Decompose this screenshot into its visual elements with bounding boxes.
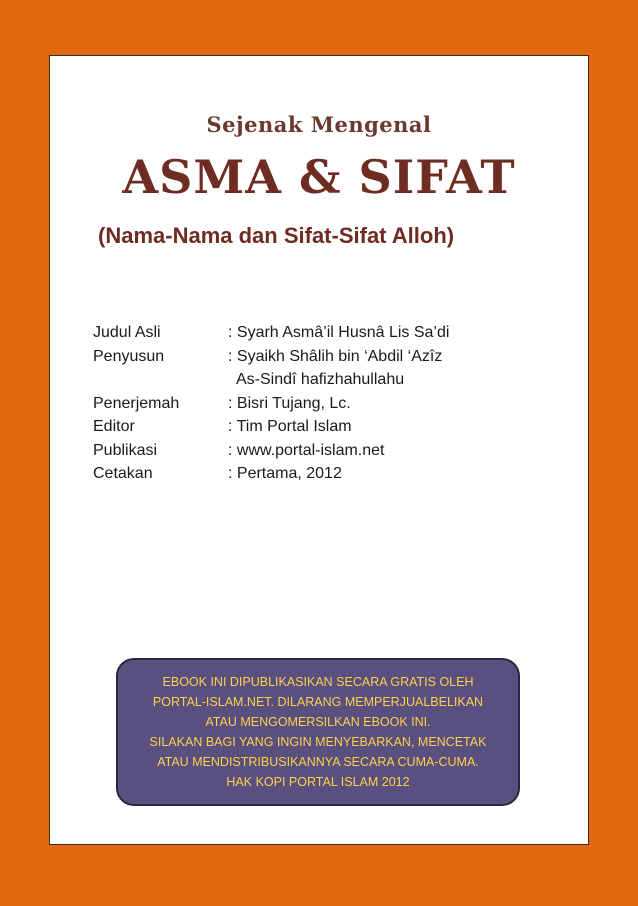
notice-line: ATAU MENGOMERSILKAN EBOOK INI.: [205, 715, 431, 729]
info-row-cetakan: [93, 462, 449, 486]
info-row-judul: [93, 321, 449, 345]
cover-paren-title: (Nama-Nama dan Sifat-Sifat Alloh): [98, 223, 455, 248]
notice-line: PORTAL-ISLAM.NET. DILARANG MEMPERJUALBELIKAN: [152, 695, 484, 709]
info-row-penerjemah: [93, 392, 449, 416]
notice-line: SILAKAN BAGI YANG INGIN MENYEBARKAN, MENCETAK: [149, 735, 487, 749]
info-row-penyusun: [93, 345, 449, 369]
editor-value: : Tim Portal Islam: [228, 418, 352, 435]
editor-label: Editor: [93, 418, 135, 435]
penyusun-label: Penyusun: [93, 347, 165, 365]
book-info: [93, 321, 449, 486]
publikasi-value: : www.portal-islam.net: [228, 441, 385, 459]
info-row-penyusun-cont: [93, 368, 449, 392]
cover-subtitle: Sejenak Mengenal: [206, 112, 432, 137]
notice-line: EBOOK INI DIPUBLIKASIKAN SECARA GRATIS OLEH: [162, 675, 474, 689]
notice-line: ATAU MENDISTRIBUSIKANNYA SECARA CUMA-CUMA.: [157, 755, 479, 769]
publikasi-label: Publikasi: [93, 441, 158, 459]
notice-line: HAK KOPI PORTAL ISLAM 2012: [226, 775, 410, 789]
cover-title: ASMA & SIFAT: [122, 150, 516, 204]
cetakan-label: Cetakan: [93, 465, 153, 482]
penerjemah-value: : Bisri Tujang, Lc.: [228, 394, 351, 412]
penyusun-value-cont: As-Sindî hafizhahullahu: [236, 371, 405, 388]
penerjemah-label: Penerjemah: [93, 394, 180, 412]
cetakan-value: : Pertama, 2012: [228, 465, 342, 482]
cover-page: [49, 55, 589, 845]
info-row-editor: [93, 415, 449, 439]
judul-value: : Syarh Asmâ’il Husnâ Lis Sa’di: [228, 324, 450, 341]
judul-label: Judul Asli: [93, 324, 161, 341]
copyright-notice: [116, 658, 520, 806]
penyusun-value: : Syaikh Shâlih bin ‘Abdil ‘Azîz: [228, 347, 443, 365]
info-row-publikasi: [93, 439, 449, 463]
